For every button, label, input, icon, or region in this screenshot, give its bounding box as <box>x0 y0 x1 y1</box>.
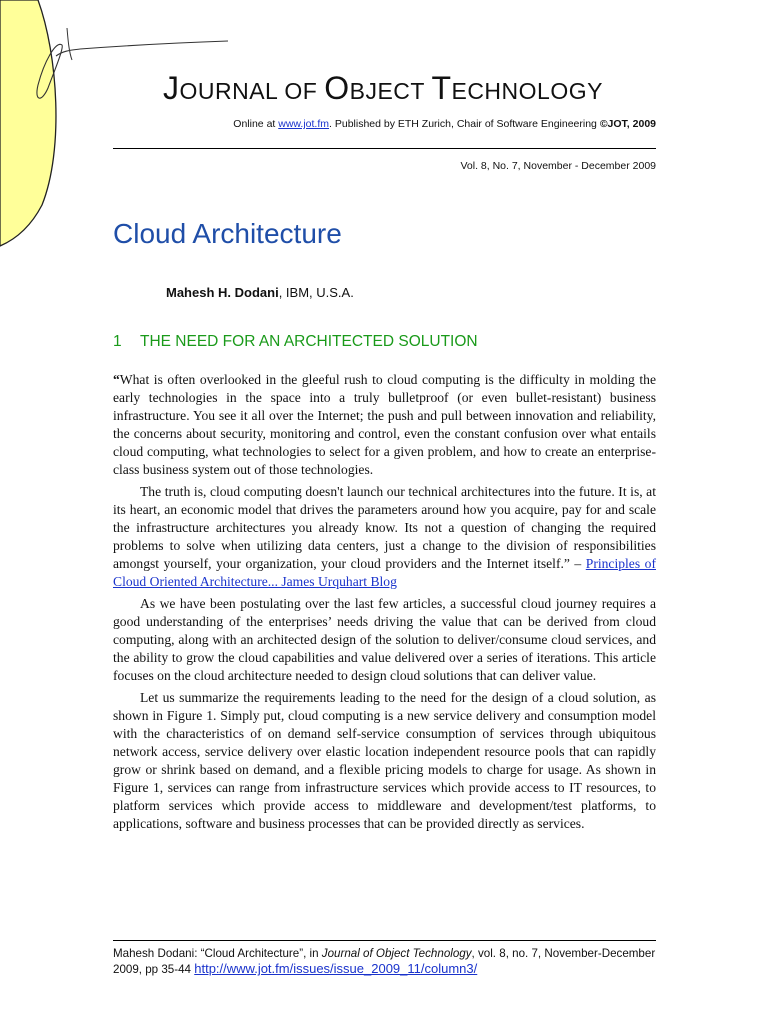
footer-divider <box>113 940 656 941</box>
citation-footer: Mahesh Dodani: “Cloud Architecture”, in Journal of Object Technology, vol. 8, no. 7, November-December 2009, pp 35-44 http://www.jot.fm/issues/issue_2009_11/column3/ <box>113 947 656 976</box>
section-heading <box>113 333 478 351</box>
journal-title: JOURNAL OF OBJECT TECHNOLOGY <box>163 70 603 106</box>
article-body <box>113 371 656 837</box>
paragraph-2: The truth is, cloud computing doesn't launch our technical architectures into the future. It is, at its heart, an economic model that drives the parameters around how you acquire, pay for and scale the infrastructure architectures you already know. Its not a question of changing the required problems to solve when utilizing data centers, just a change to the division of responsibilities amongst yourself, your organization, your cloud providers and the Internet itself.” – Principles of Cloud Oriented Architecture... James Urquhart Blog <box>113 484 656 589</box>
author-name: Mahesh H. Dodani <box>166 285 279 300</box>
paragraph-4: Let us summarize the requirements leading to the need for the design of a cloud solution, as shown in Figure 1. Simply put, cloud computing is a new service delivery and consumption model with the characteristics of on demand self-service consumption of services through ubiquitous network access, service delivery over elastic location independent resource pools that can rapidly grow or shrink based on demand, and a flexible pricing models to charge for usage. As shown in Figure 1, services can range from infrastructure services which provide access to IT resources, to platform services which provide access to middleware and development/test platforms, to applications, software and business processes that can be provided directly as services. <box>113 690 656 831</box>
publication-info: Online at www.jot.fm. Published by ETH Zurich, Chair of Software Engineering ©JOT, 2009 <box>233 118 656 130</box>
header-divider <box>113 148 656 149</box>
jot-logo-stroke <box>80 36 230 66</box>
author-affiliation: , IBM, U.S.A. <box>278 285 354 300</box>
jot-logo <box>0 0 80 250</box>
section-title: THE NEED FOR AN ARCHITECTED SOLUTION <box>140 333 478 350</box>
section-number: 1 <box>113 333 122 350</box>
jot-website-link[interactable]: www.jot.fm <box>278 118 330 130</box>
principles-cloud-link[interactable]: Principles of Cloud Oriented Architecture... James Urquhart Blog <box>113 556 656 589</box>
author-line <box>166 285 354 300</box>
copyright: ©JOT, 2009 <box>599 118 656 130</box>
article-title: Cloud Architecture <box>113 218 342 249</box>
volume-info: Vol. 8, No. 7, November - December 2009 <box>460 160 656 172</box>
article-url-link[interactable]: http://www.jot.fm/issues/issue_2009_11/column3/ <box>194 961 478 976</box>
paragraph-3: As we have been postulating over the last few articles, a successful cloud journey requires a good understanding of the enterprises’ needs driving the value that can be derived from cloud computing, along with an architected design of the solution to deliver/consume cloud services, and the ability to grow the cloud capabilities and value delivered over a series of iterations. This article focuses on the cloud architecture needed to design cloud solutions that can deliver value. <box>113 596 656 683</box>
paragraph-1: “What is often overlooked in the gleeful rush to cloud computing is the difficulty in molding the early technologies in the space into a truly bulletproof (or even bullet-resistant) business infrastructure. You see it all over the Internet; the push and pull between innovation and reliability, the concerns about security, monitoring and control, even the constant confusion over what entails cloud computing, what technologies to select for a given problem, and how to create an enterprise-class business system out of those technologies. <box>113 372 656 477</box>
